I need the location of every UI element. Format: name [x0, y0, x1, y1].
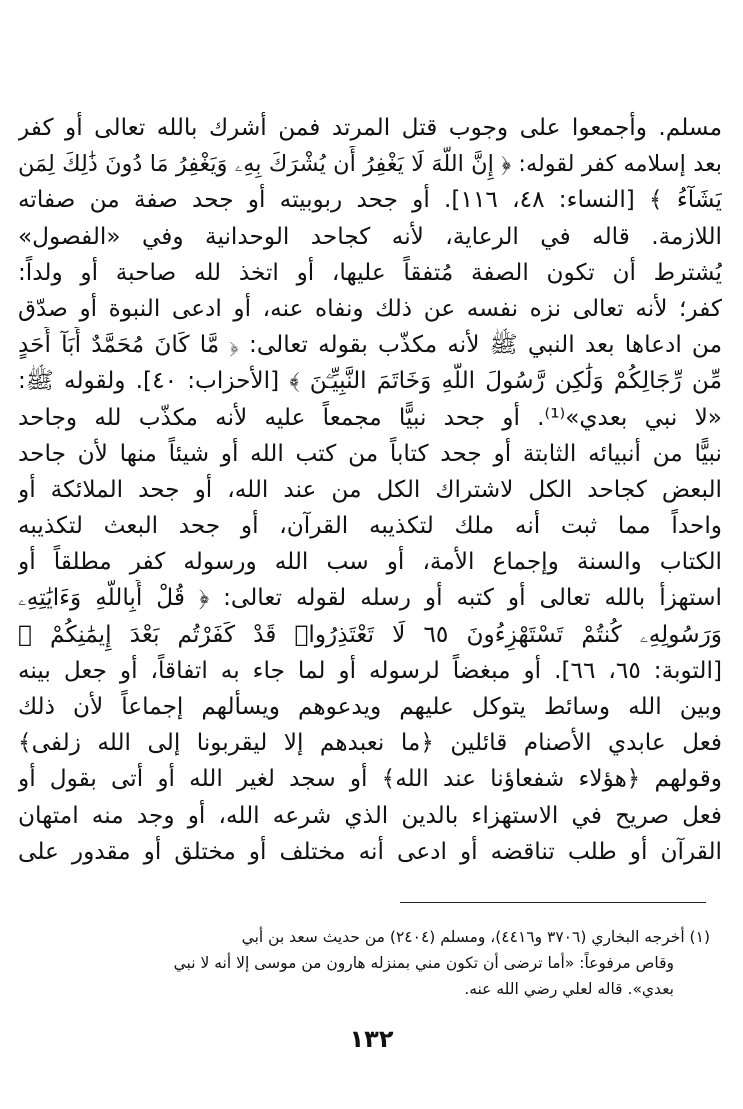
- text-line: فعل صريح في الاستهزاء بالدين الذي شرعه الله، أو وجد منه امتهان: [18, 801, 722, 829]
- text-line: يُشترط أن تكون الصفة مُتفقاً عليها، أو اتخذ لله صاحبة أو ولداً:: [18, 258, 722, 286]
- footnote-block: [30, 924, 710, 1002]
- text-line: «لا نبي بعدي»⁽¹⁾. أو جحد نبيًّا مجمعاً عليه لأنه مكذّب لله وجاحد: [18, 403, 722, 431]
- footnote-line: وقاص مرفوعاً: «أما ترضى أن تكون مني بمنزله هارون من موسى إلا أنه لا نبي: [173, 954, 674, 972]
- text-line: استهزأ بالله تعالى أو كتبه أو رسله لقوله تعالى: ﴿ قُلْ أَبِاللَّهِ وَءَايَٰتِهِۦ: [18, 584, 722, 612]
- text-line: بعد إسلامه كفر لقوله: ﴿ إِنَّ اللَّهَ لَا يَغْفِرُ أَن يُشْرَكَ بِهِۦ وَيَغْفِرُ مَا دُونَ ذَٰلِكَ لِمَن: [18, 151, 722, 178]
- text-line: من ادعاها بعد النبي ﷺ لأنه مكذّب بقوله تعالى: ﴿ مَّا كَانَ مُحَمَّدٌ أَبَآ أَحَدٍ: [18, 331, 722, 359]
- text-line: وَرَسُولِهِۦ كُنتُمْ تَسْتَهْزِءُونَ ٦٥ لَا تَعْتَذِرُوا۟ قَدْ كَفَرْتُم بَعْدَ إِيمَٰنِكُمْ ﴾: [18, 620, 722, 648]
- footnote-line: بعدي». قاله لعلي رضي الله عنه.: [464, 980, 674, 998]
- text-line: مسلم. وأجمعوا على وجوب قتل المرتد فمن أشرك بالله تعالى أو كفر: [18, 114, 722, 141]
- text-line: نبيًّا من أنبيائه الثابتة أو جحد كتاباً من كتب الله أو شيئاً منها لأن جاحد: [18, 439, 722, 467]
- text-line: الكتاب والسنة وإجماع الأمة، أو سب الله ورسوله كفر مطلقاً أو: [18, 548, 722, 576]
- text-line: مِّن رِّجَالِكُمْ وَلَٰكِن رَّسُولَ اللَّهِ وَخَاتَمَ النَّبِيِّـۧنَ ﴾ [الأحزاب: ٤٠]. ولقوله ﷺ:: [18, 367, 722, 395]
- text-line: كفر؛ لأنه تعالى نزه نفسه عن ذلك ونفاه عنه، أو ادعى النبوة أو صدّق: [18, 294, 722, 322]
- text-line: وبين الله وسائط يتوكل عليهم ويدعوهم ويسألهم إجماعاً لأن ذلك: [18, 693, 722, 720]
- page-number: ١٣٢: [349, 1025, 394, 1053]
- text-line: وقولهم ﴿هؤلاء شفعاؤنا عند الله﴾ أو سجد لغير الله أو أتى بقول أو: [18, 765, 722, 793]
- text-line: فعل عابدي الأصنام قائلين ﴿ما نعبدهم إلا ليقربونا إلى الله زلفى﴾: [18, 729, 722, 757]
- footnote-line: (١) أخرجه البخاري (٣٧٠٦ و٤٤١٦)، ومسلم (٢٤٠٤) من حديث سعد بن أبي: [241, 928, 710, 946]
- main-text-block: [18, 110, 722, 870]
- text-line: [التوبة: ٦٥، ٦٦]. أو مبغضاً لرسوله أو لما جاء به اتفاقاً، أو جعل بينه: [18, 656, 722, 684]
- text-line: واحداً مما ثبت أنه ملك لتكذيبه القرآن، أو جحد البعث لتكذيبه: [18, 512, 722, 540]
- text-line: اللازمة. قاله في الرعاية، لأنه كجاحد الوحدانية وفي «الفصول»: [18, 222, 722, 250]
- text-line: البعض كجاحد الكل لاشتراك الكل من عند الله، أو جحد الملائكة أو: [18, 475, 722, 503]
- text-line: يَشَآءُ ﴾ [النساء: ٤٨، ١١٦]. أو جحد ربوبيته أو جحد صفة من صفاته: [18, 186, 722, 214]
- footnote-divider: [400, 902, 706, 903]
- text-line: القرآن أو طلب تناقضه أو ادعى أنه مختلف أو مختلق أو مقدور على: [18, 837, 722, 865]
